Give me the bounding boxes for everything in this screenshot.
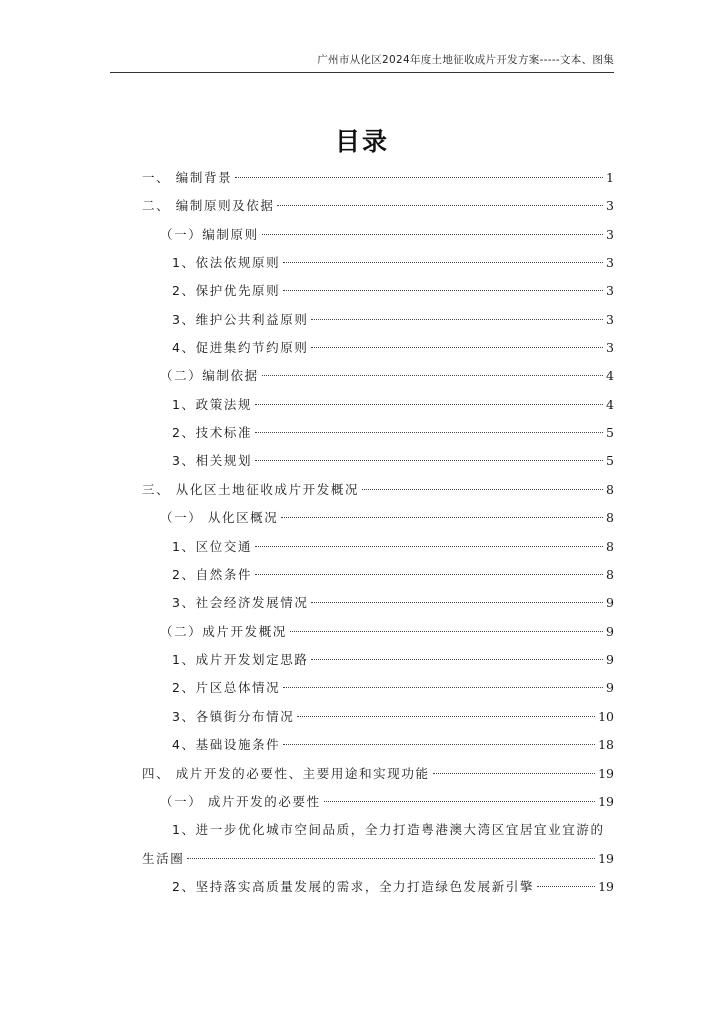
toc-label: 2、保护优先原则 <box>172 283 281 298</box>
toc-page-number: 4 <box>606 397 614 412</box>
toc-entry[interactable] <box>0 166 724 190</box>
dot-leader <box>281 517 603 518</box>
toc-label: 2、坚持落实高质量发展的需求，全力打造绿色发展新引擎 <box>172 879 535 894</box>
toc-label: 四、 成片开发的必要性、主要用途和实现功能 <box>142 766 430 781</box>
toc-page-number: 3 <box>606 198 614 213</box>
toc-page-number: 19 <box>598 851 614 866</box>
toc-entry[interactable] <box>0 364 724 388</box>
toc-label: 3、社会经济发展情况 <box>172 595 309 610</box>
toc-entry[interactable] <box>0 875 724 899</box>
header-rule <box>110 72 614 73</box>
toc-label: （一）编制原则 <box>160 227 259 242</box>
toc-label: 一、 编制背景 <box>142 170 233 185</box>
toc-page-number: 9 <box>606 595 614 610</box>
dot-leader <box>255 546 603 547</box>
toc-page-number: 5 <box>606 425 614 440</box>
toc-entry[interactable] <box>0 194 724 218</box>
dot-leader <box>255 404 603 405</box>
toc-label: （一） 成片开发的必要性 <box>160 794 321 809</box>
toc-page-number: 9 <box>606 680 614 695</box>
toc-page-number: 18 <box>598 737 614 752</box>
dot-leader <box>311 602 603 603</box>
toc-page-number: 19 <box>598 794 614 809</box>
toc-label: 1、成片开发划定思路 <box>172 652 309 667</box>
dot-leader <box>311 319 603 320</box>
dot-leader <box>324 801 595 802</box>
toc-page-number: 8 <box>606 567 614 582</box>
dot-leader <box>262 234 603 235</box>
dot-leader <box>283 290 603 291</box>
running-header: 广州市从化区2024年度土地征收成片开发方案-----文本、图集 <box>317 54 614 66</box>
toc-entry[interactable] <box>0 223 724 247</box>
dot-leader <box>255 574 603 575</box>
toc-entry[interactable] <box>0 563 724 587</box>
toc-label: 1、依法依规原则 <box>172 255 281 270</box>
toc-page-number: 3 <box>606 227 614 242</box>
toc-label: 3、维护公共利益原则 <box>172 312 309 327</box>
toc-entry[interactable] <box>0 620 724 644</box>
toc-page-number: 3 <box>606 312 614 327</box>
dot-leader <box>277 205 603 206</box>
dot-leader <box>283 744 595 745</box>
toc-page-number: 5 <box>606 453 614 468</box>
toc-entry[interactable] <box>0 705 724 729</box>
toc-entry[interactable] <box>0 251 724 275</box>
toc-label: 2、自然条件 <box>172 567 253 582</box>
dot-leader <box>262 375 603 376</box>
toc-label: 4、基础设施条件 <box>172 737 281 752</box>
toc-label: 3、相关规划 <box>172 453 253 468</box>
toc-label: 1、进一步优化城市空间品质，全力打造粤港澳大湾区宜居宜业宜游的 <box>172 822 605 837</box>
toc-entry[interactable] <box>0 733 724 757</box>
dot-leader <box>311 347 603 348</box>
toc-page-number: 19 <box>598 879 614 894</box>
toc-title: 目录 <box>334 127 389 156</box>
toc-label: 4、促进集约节约原则 <box>172 340 309 355</box>
toc-page-number: 3 <box>606 340 614 355</box>
dot-leader <box>235 177 603 178</box>
toc-label: 1、区位交通 <box>172 539 253 554</box>
toc-label: 3、各镇街分布情况 <box>172 709 295 724</box>
toc-entry[interactable] <box>0 478 724 502</box>
toc-page-number: 19 <box>598 766 614 781</box>
dot-leader <box>297 716 595 717</box>
toc-label: 二、 编制原则及依据 <box>142 198 275 213</box>
toc-label: 三、 从化区土地征收成片开发概况 <box>142 482 360 497</box>
toc-entry[interactable] <box>0 506 724 530</box>
toc-label: 1、政策法规 <box>172 397 253 412</box>
toc-label-continuation: 生活圈 <box>142 851 185 866</box>
toc-page-number: 4 <box>606 368 614 383</box>
toc-entry[interactable] <box>0 393 724 417</box>
dot-leader <box>255 432 603 433</box>
toc-page-number: 1 <box>606 170 614 185</box>
toc-label: 2、片区总体情况 <box>172 680 281 695</box>
toc-page-number: 3 <box>606 283 614 298</box>
toc-entry[interactable] <box>0 279 724 303</box>
toc-label: （二）编制依据 <box>160 368 259 383</box>
toc-entry[interactable] <box>0 449 724 473</box>
dot-leader <box>362 489 603 490</box>
toc-entry[interactable] <box>0 535 724 559</box>
toc-entry[interactable] <box>0 336 724 360</box>
toc-label: 2、技术标准 <box>172 425 253 440</box>
toc-page-number: 8 <box>606 482 614 497</box>
toc-entry[interactable] <box>0 790 724 814</box>
toc-page-number: 3 <box>606 255 614 270</box>
toc-label: （一） 从化区概况 <box>160 510 279 525</box>
dot-leader <box>537 886 595 887</box>
dot-leader <box>255 460 603 461</box>
toc-entry[interactable] <box>0 421 724 445</box>
toc-entry[interactable] <box>0 591 724 615</box>
toc-entry[interactable] <box>0 762 724 786</box>
toc-entry-first-line[interactable] <box>172 818 614 842</box>
toc-page-number: 9 <box>606 652 614 667</box>
toc-entry[interactable] <box>0 676 724 700</box>
toc-entry[interactable] <box>0 308 724 332</box>
dot-leader <box>311 659 603 660</box>
dot-leader <box>187 858 595 859</box>
dot-leader <box>283 687 603 688</box>
toc-entry-continuation[interactable] <box>0 847 724 871</box>
dot-leader <box>290 631 603 632</box>
toc-page-number: 8 <box>606 539 614 554</box>
toc-page-number: 9 <box>606 624 614 639</box>
toc-entry[interactable] <box>0 648 724 672</box>
dot-leader <box>283 262 603 263</box>
toc-page-number: 8 <box>606 510 614 525</box>
dot-leader <box>433 773 596 774</box>
toc-page-number: 10 <box>598 709 614 724</box>
toc-label: （二）成片开发概况 <box>160 624 287 639</box>
